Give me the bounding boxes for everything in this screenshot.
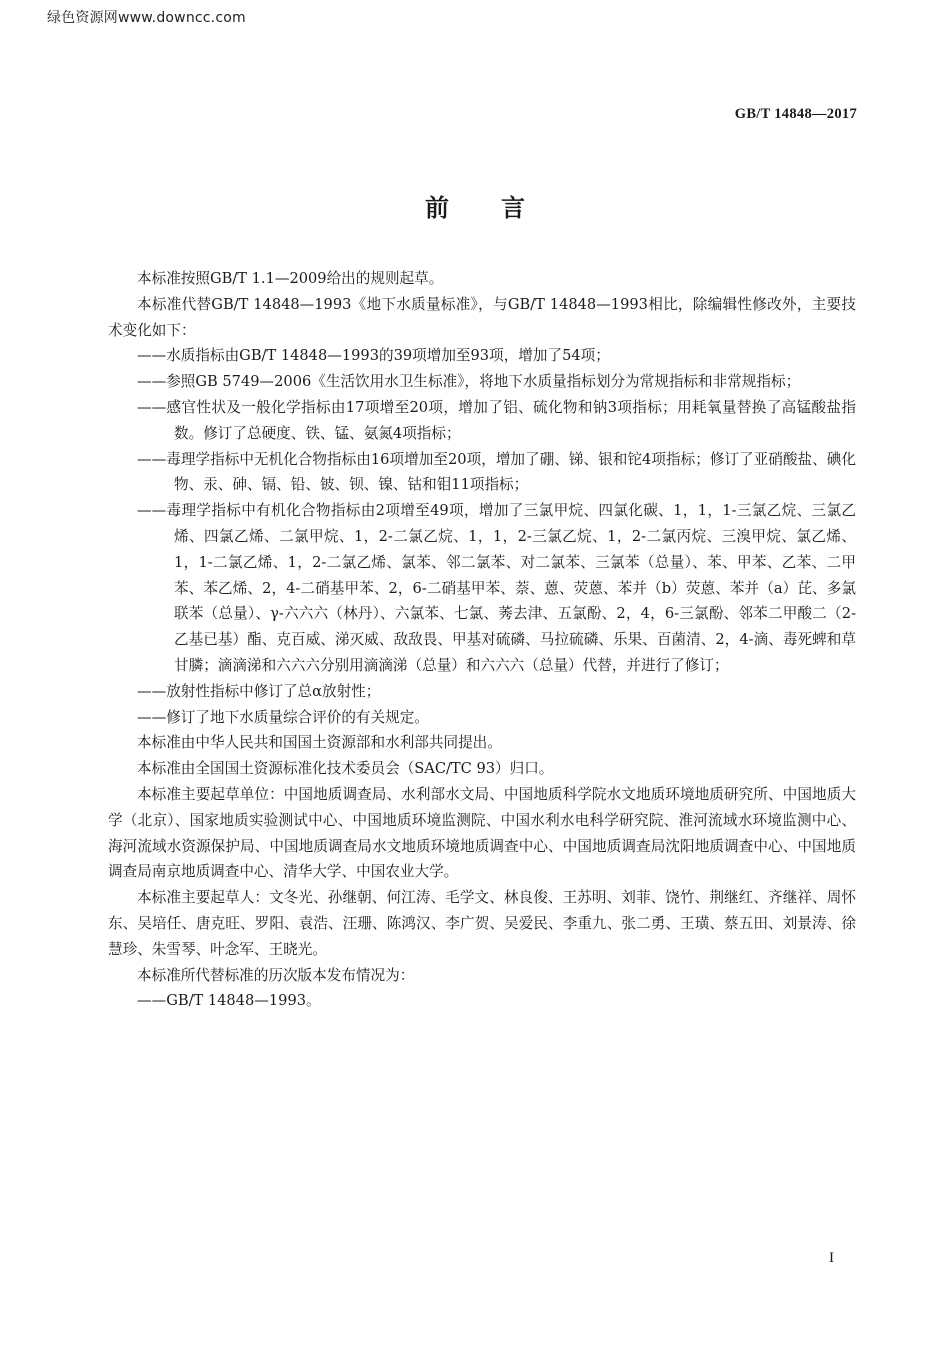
- history-item: ——GB/T 14848—1993。: [137, 992, 321, 1010]
- paragraph-history: 本标准所代替标准的历次版本发布情况为：: [137, 966, 415, 984]
- change-item-organic: ——毒理学指标中有机化合物指标由2项增至49项，增加了三氯甲烷、四氯化碳、1，1，1-三氯乙烷、三氯乙烯、四氯乙烯、二氯甲烷、1，2-二氯乙烷、1，1，2-三氯乙烷、1，2-二氯丙烷、三溴甲烷、氯乙烯、1，1-二氯乙烯、1，2-二氯乙烯、氯苯、邻二氯苯、对二氯苯、三氯苯（总量）、苯、甲苯、乙苯、二甲苯、苯乙烯、2，4-二硝基甲苯、2，6-二硝基甲苯、萘、蒽、荧蒽、苯并（b）荧蒽、苯并（a）芘、多氯联苯（总量）、γ-六六六（林丹）、六氯苯、七氯、莠去津、五氯酚、2，4，6-三氯酚、邻苯二甲酸二（2-乙基已基）酯、克百威、涕灭威、敌敌畏、甲基对硫磷、马拉硫磷、乐果、百菌清、2，4-滴、毒死蜱和草甘膦；滴滴涕和六六六分别用滴滴涕（总量）和六六六（总量）代替，并进行了修订；: [137, 502, 856, 674]
- paragraph-replacement: 本标准代替GB/T 14848—1993《地下水质量标准》，与GB/T 14848—1993相比，除编辑性修改外，主要技术变化如下：: [108, 295, 856, 339]
- change-item-indicators: ——水质指标由GB/T 14848—1993的39项增加至93项，增加了54项；: [137, 347, 610, 365]
- paragraph-proposed-by: 本标准由中华人民共和国国土资源部和水利部共同提出。: [137, 734, 502, 752]
- paragraph-drafters: 本标准主要起草人：文冬光、孙继朝、何江涛、毛学文、林良俊、王苏明、刘菲、饶竹、荆继红、齐继祥、周怀东、吴培任、唐克旺、罗阳、袁浩、汪珊、陈鸿汉、李广贺、吴爱民、李重九、张二勇、王璜、蔡五田、刘景涛、徐慧珍、朱雪琴、叶念军、王晓光。: [108, 889, 856, 958]
- paragraph-centralized-by: 本标准由全国国土资源标准化技术委员会（SAC/TC 93）归口。: [137, 760, 554, 778]
- title-char-2: 言: [501, 194, 525, 222]
- paragraph-drafting-rules: 本标准按照GB/T 1.1—2009给出的规则起草。: [137, 270, 444, 287]
- change-item-radioactive: ——放射性指标中修订了总α放射性；: [137, 682, 381, 700]
- title-char-1: 前: [425, 194, 449, 222]
- change-item-classification: ——参照GB 5749—2006《生活饮用水卫生标准》，将地下水质量指标划分为常规指标和非常规指标；: [137, 373, 801, 391]
- change-item-inorganic: ——毒理学指标中无机化合物指标由16项增加至20项，增加了硼、锑、银和铊4项指标；修订了亚硝酸盐、碘化物、汞、砷、镉、铅、铍、钡、镍、钴和钼11项指标；: [137, 450, 856, 494]
- change-item-sensory: ——感官性状及一般化学指标由17项增至20项，增加了铝、硫化物和钠3项指标；用耗氧量替换了高锰酸盐指数。修订了总硬度、铁、锰、氨氮4项指标；: [137, 398, 856, 442]
- change-item-evaluation: ——修订了地下水质量综合评价的有关规定。: [137, 708, 429, 726]
- page-title: [0, 188, 950, 223]
- foreword-body: [108, 266, 856, 1014]
- standard-code: GB/T 14848—2017: [734, 106, 857, 122]
- page-number: I: [829, 1250, 834, 1266]
- watermark-text: 绿色资源网www.downcc.com: [47, 10, 246, 26]
- paragraph-drafting-units: 本标准主要起草单位：中国地质调查局、水利部水文局、中国地质科学院水文地质环境地质研究所、中国地质大学（北京）、国家地质实验测试中心、中国地质环境监测院、中国水利水电科学研究院、淮河流域水环境监测中心、海河流域水资源保护局、中国地质调查局水文地质环境地质调查中心、中国地质调查局沈阳地质调查中心、中国地质调查局南京地质调查中心、清华大学、中国农业大学。: [108, 785, 856, 881]
